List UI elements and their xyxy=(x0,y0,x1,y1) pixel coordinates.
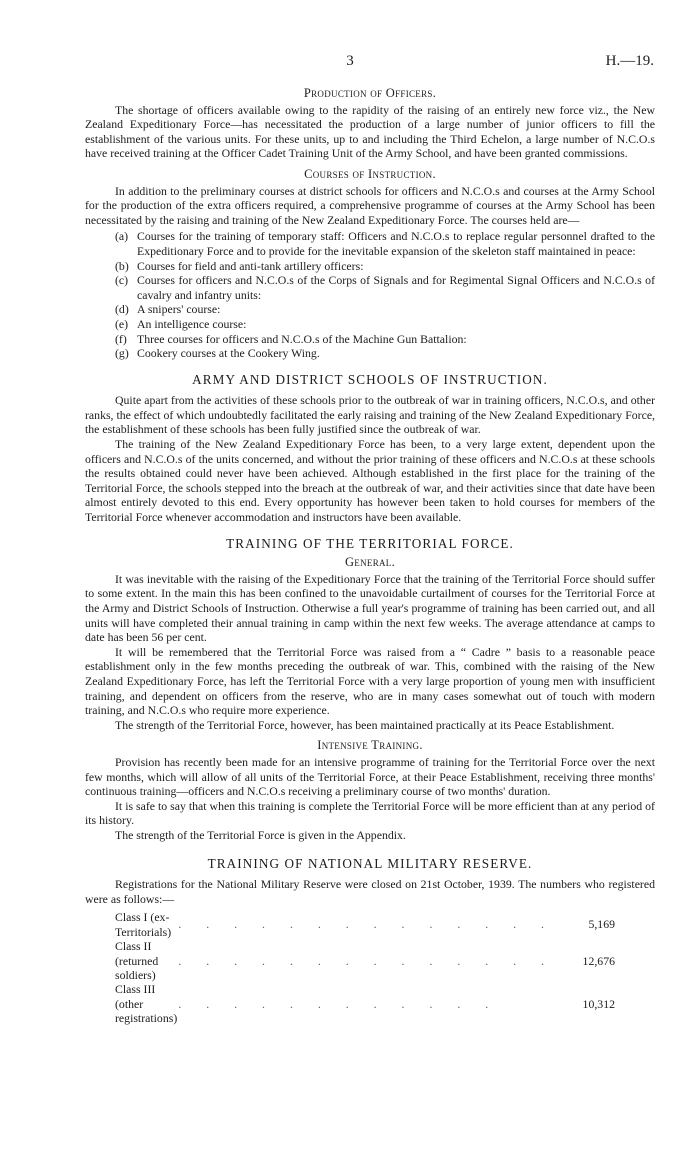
row-leader-dots: . . . . . . . . . . . . xyxy=(178,996,500,1011)
list-item: (g) Cookery courses at the Cookery Wing. xyxy=(115,346,320,361)
paragraph-army-schools-2: The training of the New Zealand Expeditionary Force has been, to a very large extent, dependent upon the officers and N.C.O.s of the units concerned, and without the prior training of these officers and N.C.O.s at these schools the results obtained could never have been achieved. Although established in the first place for the training of the Territorial Force, the schools stepped into the breach at the outbreak of war, and their activities since that date have been almost entirely devoted to this end. Every opportunity has however been taken to hold courses for members of the Territorial Force whenever accommodation and instructors have been available. xyxy=(85,437,655,525)
paragraph-army-schools-1: Quite apart from the activities of these schools prior to the outbreak of war in training officers, N.C.O.s, and other ranks, the effect of which undoubtedly facilitated the early raising and training of the New Zealand Expeditionary Force, the establishment of these schools has been fully justified since the outbreak of war. xyxy=(85,393,655,437)
row-value: 5,169 xyxy=(588,917,615,932)
heading-army-district-schools: ARMY AND DISTRICT SCHOOLS OF INSTRUCTION. xyxy=(192,371,548,387)
table-row xyxy=(115,982,615,1025)
subheading-general: General. xyxy=(344,555,396,570)
paragraph-intensive-3: The strength of the Territorial Force is given in the Appendix. xyxy=(115,827,406,842)
paragraph-intensive-1: Provision has recently been made for an intensive programme of training for the Territorial Force over the next few months, which will allow of all units of the Territorial Force, at their Peace Establishment, receiving three months' continuous training—officers and N.C.O.s receiving a preliminary course of two months' duration. xyxy=(85,754,655,799)
paragraph-nmr: Registrations for the National Military Reserve were closed on 21st October, 1939. The numbers who registered were as follows:— xyxy=(85,877,655,906)
list-item: (b) Courses for field and anti-tank artillery officers: xyxy=(115,258,364,273)
heading-national-military-reserve: TRAINING OF NATIONAL MILITARY RESERVE. xyxy=(207,855,533,871)
page-body xyxy=(85,86,655,1026)
paragraph-territorial-1: It was inevitable with the raising of the Expeditionary Force that the training of the Territorial Force should suffer to some extent. In the main this has been confined to the unavoidable curtailment of courses for the Territorial Force at the Army and District Schools of Instruction. Otherwise a full year's programme of training has been carried out, and all units will have completed their annual training in camp within the next few weeks. The average attendance at camps to date has been 56 per cent. xyxy=(85,571,655,645)
paragraph-courses: In addition to the preliminary courses at district schools for officers and N.C.O.s and courses at the Army School for the production of the extra officers required, a comprehensive programme of courses at the Army School has been necessitated by the raising and training of the New Zealand Expeditionary Force. The courses held are— xyxy=(85,183,655,227)
list-item: (a) Courses for the training of temporary staff: Officers and N.C.O.s to replace regular personnel drafted to the Expeditionary Force and to provide for the inevitable expansion of the skeleton staff maintained in peace: xyxy=(115,229,655,258)
page-number: 3 xyxy=(346,53,354,69)
courses-list xyxy=(85,229,655,360)
list-item: (f) Three courses for officers and N.C.O.s of the Machine Gun Battalion: xyxy=(115,331,467,346)
heading-production-of-officers: Production of Officers. xyxy=(303,86,437,100)
row-value: 12,676 xyxy=(582,953,615,968)
heading-courses-of-instruction: Courses of Instruction. xyxy=(304,166,436,181)
list-item: (c) Courses for officers and N.C.O.s of the Corps of Signals and for Regimental Signal Officers and N.C.O.s of cavalry and infantry units: xyxy=(115,273,655,302)
table-row xyxy=(115,939,615,982)
table-row xyxy=(115,910,615,939)
row-label: Class I (ex-Territorials) xyxy=(115,910,172,939)
paragraph-territorial-3: The strength of the Territorial Force, however, has been maintained practically at its Peace Establishment. xyxy=(115,717,615,732)
document-reference: H.—19. xyxy=(605,53,654,69)
row-leader-dots: . . . . . . . . . . . . . . xyxy=(178,917,555,932)
heading-territorial-force: TRAINING OF THE TERRITORIAL FORCE. xyxy=(226,535,514,551)
page-header xyxy=(0,53,700,73)
list-item: (e) An intelligence course: xyxy=(115,316,247,331)
list-item: (d) A snipers' course: xyxy=(115,302,221,317)
paragraph-production: The shortage of officers available owing to the rapidity of the raising of an entirely new force viz., the New Zealand Expeditionary Force—has necessitated the production of a large number of junior officers to fill the establishment of the various units. For these units, up to and including the Third Echelon, a large number of N.C.O.s have received training at the Officer Cadet Training Unit of the Army School, and have been granted commissions. xyxy=(85,102,655,161)
row-leader-dots: . . . . . . . . . . . . . . xyxy=(178,953,555,968)
subheading-intensive-training: Intensive Training. xyxy=(317,738,423,753)
paragraph-territorial-2: It will be remembered that the Territorial Force was raised from a “ Cadre ” basis to a reasonable peace establishment only in the few months preceding the outbreak of war. This, combined with the raising of the New Zealand Expeditionary Force, has left the Territorial Force with a very large proportion of young men with insufficient training, and dependent on officers from the reserve, who are in many cases somewhat out of touch with modern training, and N.C.O.s who require more experience. xyxy=(85,644,655,718)
row-label: Class III (other registrations) xyxy=(115,982,178,1026)
paragraph-intensive-2: It is safe to say that when this training is complete the Territorial Force will be more efficient than at any period of its history. xyxy=(85,798,655,828)
row-label: Class II (returned soldiers) xyxy=(115,939,159,982)
registrations-table xyxy=(115,910,615,1025)
row-value: 10,312 xyxy=(582,996,615,1011)
